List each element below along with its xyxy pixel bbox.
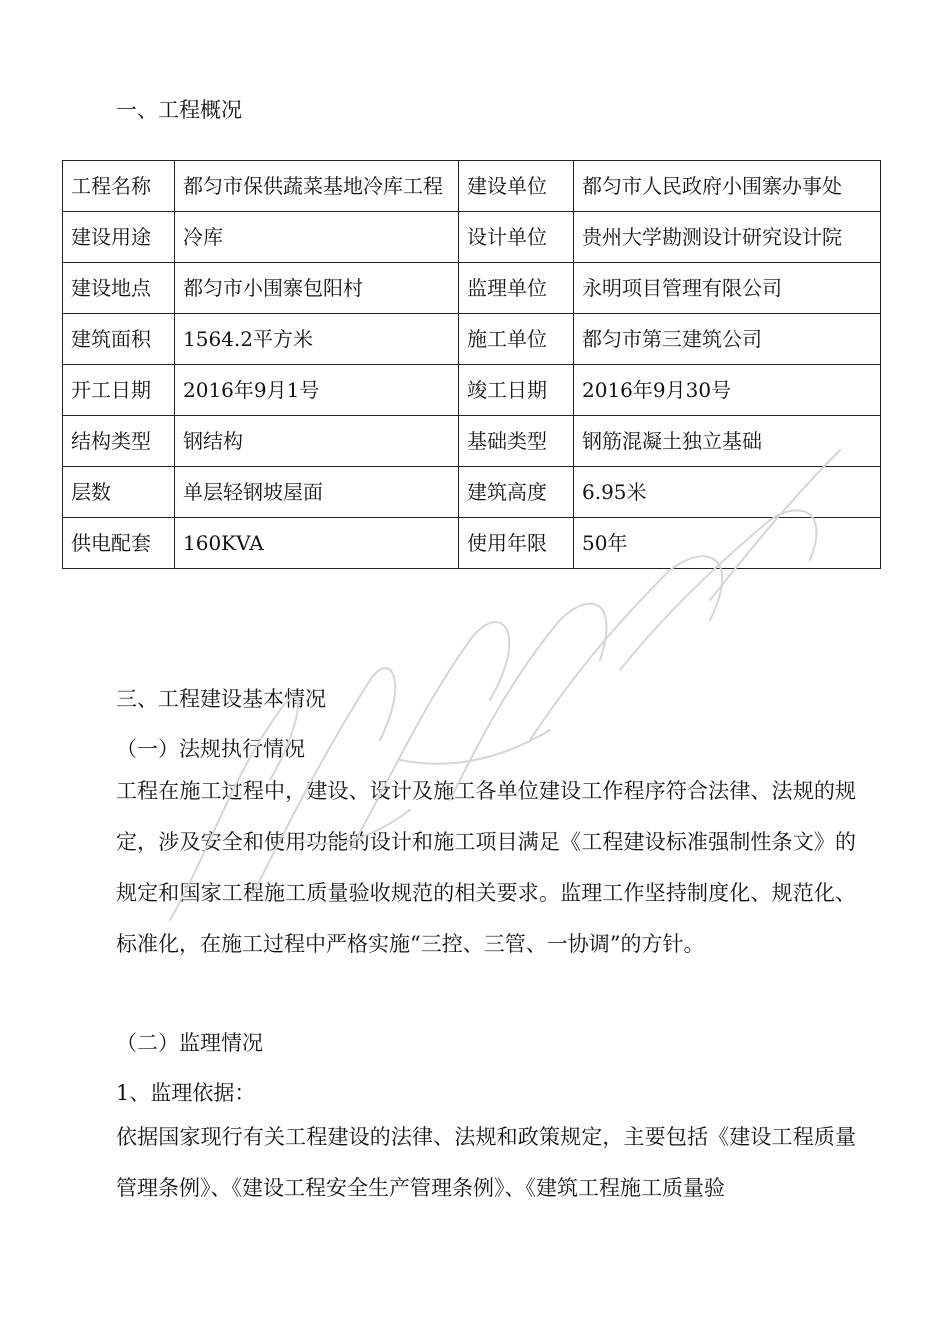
table-cell-value: 160KVA bbox=[175, 518, 459, 569]
section-heading-basic: 三、工程建设基本情况 bbox=[116, 687, 326, 711]
table-cell-value: 都匀市小围寨包阳村 bbox=[175, 263, 459, 314]
table-row bbox=[63, 161, 881, 212]
table-cell-value: 钢筋混凝土独立基础 bbox=[574, 416, 881, 467]
table-cell-label: 建筑高度 bbox=[459, 467, 574, 518]
table-cell-label: 建设单位 bbox=[459, 161, 574, 212]
paragraph-law: 工程在施工过程中，建设、设计及施工各单位建设工作程序符合法律、法规的规定，涉及安全和使用功能的设计和施工项目满足《工程建设标准强制性条文》的规定和国家工程施工质量验收规范的相关要求。监理工作坚持制度化、规范化、标准化，在施工过程中严格实施“三控、三管、一协调”的方针。 bbox=[116, 779, 856, 956]
table-row bbox=[63, 467, 881, 518]
project-info-table bbox=[62, 160, 881, 569]
table-cell-value: 50年 bbox=[574, 518, 881, 569]
table-cell-label: 建筑面积 bbox=[63, 314, 175, 365]
paragraph-basis: 依据国家现行有关工程建设的法律、法规和政策规定，主要包括《建设工程质量管理条例》、《建设工程安全生产管理条例》、《建筑工程施工质量验 bbox=[116, 1125, 856, 1200]
table-cell-label: 建设地点 bbox=[63, 263, 175, 314]
table-cell-value: 单层轻钢坡屋面 bbox=[175, 467, 459, 518]
table-cell-label: 基础类型 bbox=[459, 416, 574, 467]
table-cell-value: 都匀市第三建筑公司 bbox=[574, 314, 881, 365]
table-cell-label: 供电配套 bbox=[63, 518, 175, 569]
table-row bbox=[63, 416, 881, 467]
table-row bbox=[63, 263, 881, 314]
table-cell-value: 都匀市保供蔬菜基地冷库工程 bbox=[175, 161, 459, 212]
table-cell-label: 开工日期 bbox=[63, 365, 175, 416]
table-cell-value: 钢结构 bbox=[175, 416, 459, 467]
table-cell-value: 冷库 bbox=[175, 212, 459, 263]
table-cell-value: 贵州大学勘测设计研究设计院 bbox=[574, 212, 881, 263]
subheading-law: （一）法规执行情况 bbox=[116, 737, 305, 761]
table-row bbox=[63, 212, 881, 263]
table-cell-label: 结构类型 bbox=[63, 416, 175, 467]
table-cell-label: 设计单位 bbox=[459, 212, 574, 263]
table-cell-label: 监理单位 bbox=[459, 263, 574, 314]
table-cell-label: 施工单位 bbox=[459, 314, 574, 365]
table-row bbox=[63, 518, 881, 569]
table-cell-label: 层数 bbox=[63, 467, 175, 518]
table-cell-label: 工程名称 bbox=[63, 161, 175, 212]
table-cell-value: 6.95米 bbox=[574, 467, 881, 518]
subheading-supervision: （二）监理情况 bbox=[116, 1031, 263, 1055]
table-cell-label: 使用年限 bbox=[459, 518, 574, 569]
table-cell-value: 都匀市人民政府小围寨办事处 bbox=[574, 161, 881, 212]
table-cell-value: 永明项目管理有限公司 bbox=[574, 263, 881, 314]
table-cell-label: 建设用途 bbox=[63, 212, 175, 263]
table-cell-value: 2016年9月1号 bbox=[175, 365, 459, 416]
table-row bbox=[63, 365, 881, 416]
section-heading-overview: 一、工程概况 bbox=[116, 98, 242, 122]
table-row bbox=[63, 314, 881, 365]
table-cell-value: 2016年9月30号 bbox=[574, 365, 881, 416]
table-cell-value: 1564.2平方米 bbox=[175, 314, 459, 365]
table-cell-label: 竣工日期 bbox=[459, 365, 574, 416]
subheading-basis: 1、监理依据： bbox=[116, 1081, 256, 1105]
